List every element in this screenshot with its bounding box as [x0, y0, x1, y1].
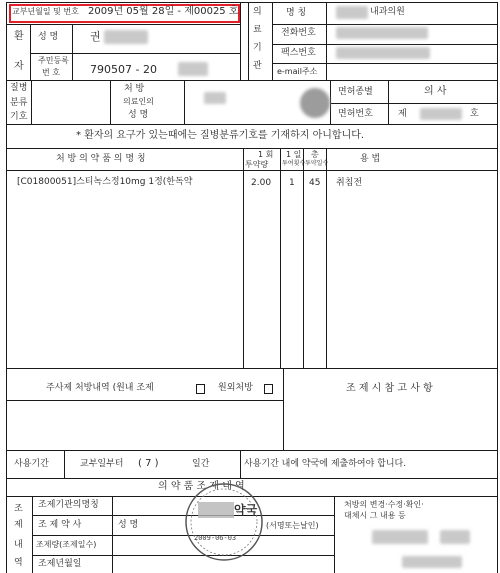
changes-note: 대체시 그 내용 등: [344, 511, 406, 520]
redacted-dispense-note: [372, 530, 428, 544]
fax-label: 팩스번호: [281, 48, 316, 58]
redacted-dispense-note: [440, 530, 470, 544]
redacted-license-number: [420, 108, 462, 120]
in-house-checkbox[interactable]: [196, 384, 205, 394]
redacted-rrn: [178, 62, 208, 76]
patient-name-value: 권: [90, 30, 101, 43]
valid-period-note: 사용기간 내에 약국에 제출하여야 합니다.: [244, 459, 407, 469]
institution-name-value: 내과의원: [370, 7, 405, 17]
pharmacist-label: 조 제 약 사: [38, 520, 82, 530]
rx-col-freq-header: 투여횟수: [282, 160, 306, 167]
pharmacy-stamp: [176, 478, 276, 568]
dispense-facility-label: 조제기관의명칭: [38, 500, 99, 510]
prescriber-label: 의료인의: [123, 97, 154, 106]
patient-rrn-label: 주민등록: [38, 56, 69, 65]
institution-side-label: 기: [253, 43, 262, 53]
dispense-side-label: 역: [14, 558, 23, 568]
svg-text:2009-06-03: 2009-06-03: [194, 534, 237, 542]
patient-rrn-label: 번 호: [42, 68, 60, 77]
rx-col-days-header: 총: [311, 150, 319, 159]
dispense-side-label: 제: [14, 520, 23, 530]
issue-date-value: 2009년 05월 28일 - 제00025 호: [88, 6, 239, 17]
redacted-fax: [336, 47, 430, 59]
valid-period-label: 사용기간: [14, 459, 49, 469]
dispense-date-label: 조제년월일: [38, 559, 82, 569]
rx-row-frequency: 1: [289, 178, 295, 188]
patient-side-label: 환: [14, 31, 24, 42]
rx-row-usage: 취침전: [336, 178, 363, 188]
outside-prescription-label: 원외처방: [218, 383, 253, 393]
rx-col-name-header: 처 방 의 약 품 의 명 칭: [56, 154, 146, 164]
frame-top-line: [6, 2, 498, 3]
prescriber-label: 처 방: [124, 84, 145, 94]
injection-label: 주사제 처방내역 (원내 조제: [46, 383, 154, 393]
rx-col-freq-header: 1 일: [286, 150, 302, 159]
patient-side-label: 자: [14, 61, 24, 72]
dispensing-notes-label: 조 제 시 참 고 사 항: [346, 383, 433, 394]
patient-rrn-value: 790507 - 20: [90, 63, 157, 76]
dispense-side-label: 내: [14, 540, 23, 550]
svg-text:약국: 약국: [234, 503, 258, 517]
institution-side-label: 의: [253, 7, 262, 17]
license-number-prefix: 제: [398, 109, 407, 119]
redacted-dispense-note: [402, 556, 462, 568]
section-divider: [240, 2, 241, 80]
valid-period-unit: 일간: [192, 459, 210, 469]
disease-code-label: 질병: [10, 83, 28, 93]
institution-name-label: 명 칭: [286, 8, 307, 18]
changes-note: 처방의 변경·수정·확인·: [344, 500, 424, 509]
dispense-section-title: 의 약 품 조 제 내 역: [158, 481, 245, 492]
issue-date-label: 교부년월일 및 번호: [12, 7, 79, 16]
pharmacist-name-label: 성 명: [118, 520, 139, 530]
disease-code-label: 분류: [10, 98, 28, 108]
outside-prescription-checkbox[interactable]: [264, 384, 273, 394]
redacted-institution-name: [336, 6, 368, 19]
dispense-side-label: 조: [14, 504, 23, 514]
rx-col-usage-header: 용 법: [360, 154, 381, 164]
valid-period-from: 교부일부터: [80, 459, 124, 469]
disease-code-notice: * 환자의 요구가 있는때에는 질병분류기호를 기재하지 아니합니다.: [76, 130, 365, 141]
redacted-signature: [300, 88, 330, 118]
license-number-suffix: 호: [470, 109, 479, 119]
email-label: e-mail주소: [277, 67, 318, 76]
license-number-label: 면허번호: [338, 109, 373, 119]
phone-label: 전화번호: [281, 28, 316, 38]
license-type-value: 의 사: [424, 86, 447, 97]
redacted-prescriber-name: [204, 92, 226, 104]
signature-or-seal-label: (서명또는날인): [266, 521, 319, 530]
rx-col-dose-header: 투약량: [245, 160, 269, 169]
rx-col-dose-header: 1 회: [258, 150, 274, 159]
patient-name-label: 성 명: [38, 32, 59, 42]
rx-row-dose: 2.00: [251, 178, 272, 188]
license-type-label: 면허종별: [338, 87, 373, 97]
prescriber-label: 성 명: [128, 110, 149, 120]
frame-left-line: [6, 2, 7, 573]
redacted-phone: [336, 27, 428, 39]
frame-right-line: [497, 2, 498, 573]
valid-period-value: ( 7 ): [138, 458, 159, 469]
rx-col-days-header: 투약일수: [305, 160, 329, 167]
disease-code-label: 기호: [10, 112, 28, 122]
rx-row-days: 45: [309, 178, 321, 188]
dispense-quantity-label: 조제량(조제일수): [36, 540, 97, 549]
rx-row-drug-name: [C01800051]스티녹스정10mg 1정(한독약: [17, 177, 193, 187]
institution-side-label: 관: [253, 61, 262, 71]
redacted-patient-name: [104, 30, 148, 44]
institution-side-label: 료: [253, 25, 262, 35]
